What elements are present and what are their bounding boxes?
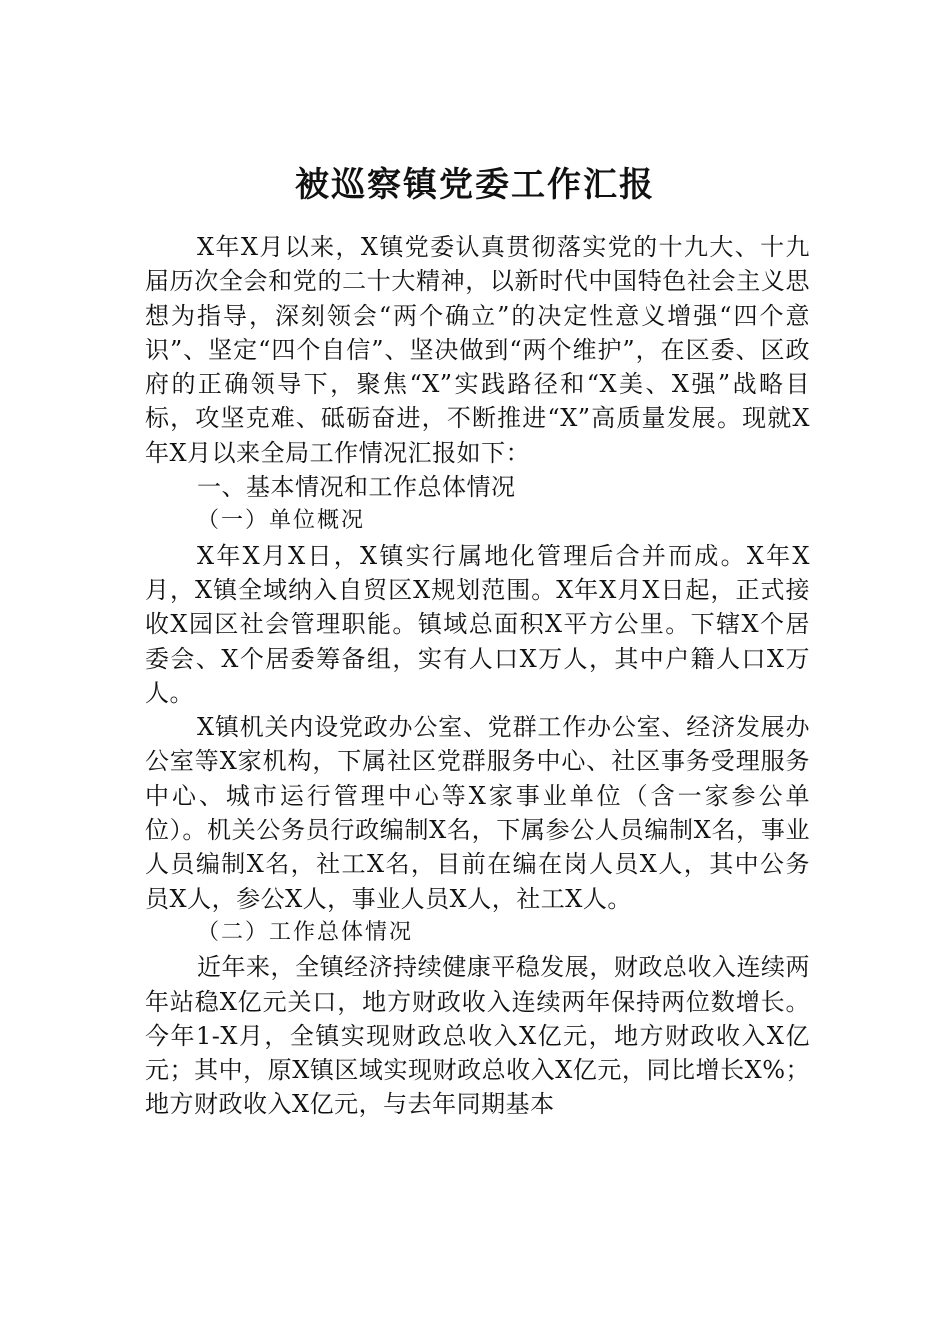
unit-overview-paragraph-1: X年X月X日，X镇实行属地化管理后合并而成。X年X月，X镇全域纳入自贸区X规划范围。X年X月X日起，正式接收X园区社会管理职能。镇域总面积X平方公里。下辖X个居委会、X个居委筹备组，实有人口X万人，其中户籍人口X万人。	[145, 541, 810, 707]
unit-overview-paragraph-2: X镇机关内设党政办公室、党群工作办公室、经济发展办公室等X家机构，下属社区党群服务中心、社区事务受理服务中心、城市运行管理中心等X家事业单位（含一家参公单位）。机关公务员行政编制X名，下属参公人员编制X名，事业人员编制X名，社工X名，目前在编在岗人员X人，其中公务员X人，参公X人，事业人员X人，社工X人。	[145, 713, 810, 913]
document-body	[145, 230, 810, 1122]
section-heading-1: 一、基本情况和工作总体情况	[197, 473, 516, 502]
work-overview-paragraph-1: 近年来，全镇经济持续健康平稳发展，财政总收入连续两年站稳X亿元关口，地方财政收入连续两年保持两位数增长。今年1-X月，全镇实现财政总收入X亿元，地方财政收入X亿元；其中，原X镇区域实现财政总收入X亿元，同比增长X%；地方财政收入X亿元，与去年同期基本	[145, 953, 810, 1119]
intro-paragraph: X年X月以来，X镇党委认真贯彻落实党的十九大、十九届历次全会和党的二十大精神，以新时代中国特色社会主义思想为指导，深刻领会“两个确立”的决定性意义增强“四个意识”、坚定“四个自信”、坚决做到“两个维护”，在区委、区政府的正确领导下，聚焦“X”实践路径和“X美、X强”战略目标，攻坚克难、砥砺奋进，不断推进“X”高质量发展。现就X年X月以来全局工作情况汇报如下：	[145, 233, 810, 467]
subsection-heading-work-overview: （二）工作总体情况	[197, 919, 414, 945]
document-title: 被巡察镇党委工作汇报	[295, 165, 655, 205]
subsection-heading-unit-overview: （一）单位概况	[197, 508, 366, 534]
